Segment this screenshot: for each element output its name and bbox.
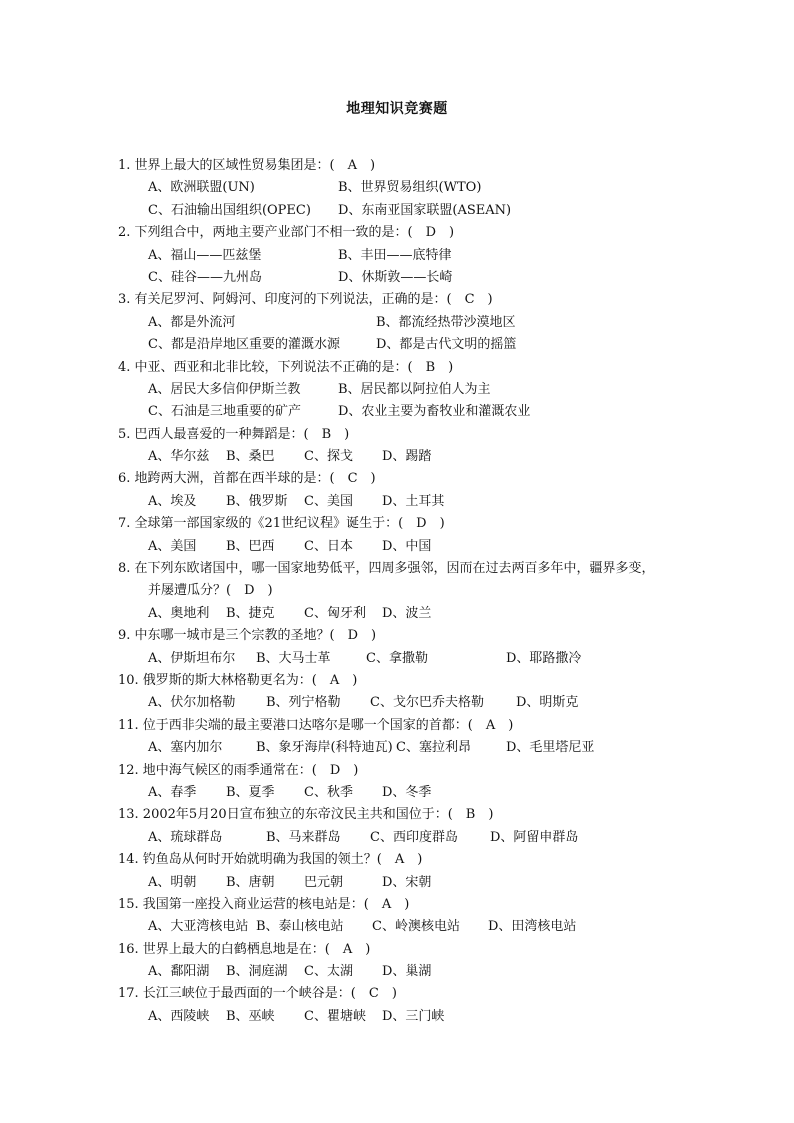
answer-option: A、塞内加尔 xyxy=(148,740,223,756)
option-row xyxy=(118,401,678,423)
answer-option: A、西陵峡 xyxy=(148,1008,210,1024)
option-row xyxy=(118,267,678,289)
answer-option: A、伏尔加格勒 xyxy=(148,695,236,711)
option-row xyxy=(118,692,678,714)
question-list xyxy=(118,155,678,1028)
answer-option: B、世界贸易组织(WTO) xyxy=(338,180,482,196)
answer-option: D、三门峡 xyxy=(382,1008,445,1024)
question-item xyxy=(118,894,678,939)
answer-option: A、华尔兹 xyxy=(148,449,210,465)
answer-option: D、冬季 xyxy=(382,784,432,800)
answer-option: D、耶路撒冷 xyxy=(506,650,582,666)
question-item xyxy=(118,357,678,424)
question-text: 16. 世界上最大的白鹤栖息地是在：( A ) xyxy=(118,941,371,957)
option-row xyxy=(118,200,678,222)
answer-option: D、毛里塔尼亚 xyxy=(506,740,595,756)
option-row xyxy=(118,916,678,938)
answer-option: B、唐朝 xyxy=(226,874,275,890)
option-row xyxy=(118,827,678,849)
option-row xyxy=(118,1006,678,1028)
answer-option: C、塞拉利昂 xyxy=(396,740,471,756)
answer-option: D、都是古代文明的摇篮 xyxy=(376,337,517,353)
answer-option: B、列宁格勒 xyxy=(266,695,341,711)
option-row xyxy=(118,648,678,670)
answer-option: C、硅谷——九州岛 xyxy=(148,269,262,285)
question-text: 12. 地中海气候区的雨季通常在：( D ) xyxy=(118,762,359,778)
option-row xyxy=(118,379,678,401)
answer-option: D、波兰 xyxy=(382,605,432,621)
answer-option: A、明朝 xyxy=(148,874,197,890)
answer-option: B、居民都以阿拉伯人为主 xyxy=(338,381,491,397)
answer-option: B、象牙海岸(科特迪瓦) xyxy=(256,740,393,756)
answer-option: C、美国 xyxy=(304,493,353,509)
answer-option: B、大马士革 xyxy=(256,650,331,666)
answer-option: D、踢踏 xyxy=(382,449,432,465)
question-text-continued: 并屡遭瓜分？( D ) xyxy=(148,583,273,599)
answer-option: D、阿留申群岛 xyxy=(490,829,579,845)
option-row xyxy=(118,491,678,513)
question-text: 2. 下列组合中，两地主要产业部门不相一致的是：( D ) xyxy=(118,225,455,241)
answer-option: C、瞿塘峡 xyxy=(304,1008,366,1024)
question-text: 17. 长江三峡位于最西面的一个峡谷是：( C ) xyxy=(118,986,397,1002)
option-row xyxy=(118,536,678,558)
option-row xyxy=(118,603,678,625)
answer-option: D、明斯克 xyxy=(516,695,579,711)
question-text: 13. 2002年5月20日宣布独立的东帝汶民主共和国位于：( B ) xyxy=(118,807,494,823)
answer-option: A、琉球群岛 xyxy=(148,829,223,845)
question-text: 9. 中东哪一城市是三个宗教的圣地？( D ) xyxy=(118,628,377,644)
question-item xyxy=(118,715,678,760)
option-row xyxy=(118,872,678,894)
question-item xyxy=(118,424,678,469)
option-row xyxy=(118,446,678,468)
answer-option: A、奥地利 xyxy=(148,605,210,621)
option-row xyxy=(118,782,678,804)
answer-option: C、日本 xyxy=(304,538,353,554)
answer-option: C、探戈 xyxy=(304,449,353,465)
question-item xyxy=(118,670,678,715)
question-text: 7. 全球第一部国家级的《21世纪议程》诞生于：( D ) xyxy=(118,516,445,532)
question-text: 11. 位于西非尖端的最主要港口达喀尔是哪一个国家的首都：( A ) xyxy=(118,717,514,733)
question-item xyxy=(118,558,678,625)
question-item xyxy=(118,760,678,805)
answer-option: B、捷克 xyxy=(226,605,275,621)
answer-option: C、秋季 xyxy=(304,784,353,800)
answer-option: B、丰田——底特律 xyxy=(338,247,452,263)
question-item xyxy=(118,513,678,558)
answer-option: A、欧洲联盟(UN) xyxy=(148,180,255,196)
option-row xyxy=(118,245,678,267)
answer-option: B、洞庭湖 xyxy=(226,964,288,980)
answer-option: D、宋朝 xyxy=(382,874,432,890)
answer-option: C、石油输出国组织(OPEC) xyxy=(148,202,311,218)
option-row xyxy=(118,312,678,334)
answer-option: C、石油是三地重要的矿产 xyxy=(148,404,301,420)
answer-option: C、太湖 xyxy=(304,964,353,980)
answer-option: B、泰山核电站 xyxy=(256,919,344,935)
answer-option: B、夏季 xyxy=(226,784,275,800)
answer-option: A、居民大多信仰伊斯兰教 xyxy=(148,381,301,397)
question-text: 15. 我国第一座投入商业运营的核电站是：( A ) xyxy=(118,896,410,912)
answer-option: C、都是沿岸地区重要的灌溉水源 xyxy=(148,337,340,353)
answer-option: B、马来群岛 xyxy=(266,829,341,845)
answer-option: B、巴西 xyxy=(226,538,275,554)
question-item xyxy=(118,289,678,356)
answer-option: D、农业主要为畜牧业和灌溉农业 xyxy=(338,404,531,420)
question-text: 6. 地跨两大洲，首都在西半球的是：( C ) xyxy=(118,471,376,487)
question-text: 8. 在下列东欧诸国中，哪一国家地势低平，四周多强邻，因而在过去两百多年中，疆界多变， xyxy=(118,561,655,577)
question-text: 3. 有关尼罗河、阿姆河、印度河的下列说法，正确的是：( C ) xyxy=(118,292,493,308)
question-text: 14. 钓鱼岛从何时开始就明确为我国的领土？( A ) xyxy=(118,852,423,868)
answer-option: D、田湾核电站 xyxy=(488,919,577,935)
answer-option: 巴元朝 xyxy=(304,874,344,890)
question-item xyxy=(118,939,678,984)
answer-option: B、俄罗斯 xyxy=(226,493,288,509)
option-row xyxy=(118,334,678,356)
question-item xyxy=(118,222,678,289)
answer-option: C、戈尔巴乔夫格勒 xyxy=(370,695,484,711)
answer-option: A、大亚湾核电站 xyxy=(148,919,249,935)
answer-option: A、福山——匹兹堡 xyxy=(148,247,262,263)
answer-option: C、岭澳核电站 xyxy=(372,919,460,935)
answer-option: A、都是外流河 xyxy=(148,314,236,330)
option-row xyxy=(118,961,678,983)
option-row xyxy=(118,177,678,199)
answer-option: C、拿撒勒 xyxy=(366,650,428,666)
answer-option: C、匈牙利 xyxy=(304,605,366,621)
answer-option: A、美国 xyxy=(148,538,197,554)
answer-option: D、东南亚国家联盟(ASEAN) xyxy=(338,202,512,218)
question-item xyxy=(118,155,678,222)
answer-option: A、伊斯坦布尔 xyxy=(148,650,236,666)
answer-option: A、鄱阳湖 xyxy=(148,964,210,980)
question-text: 4. 中亚、西亚和北非比较，下列说法不正确的是：( B ) xyxy=(118,359,454,375)
question-item xyxy=(118,804,678,849)
answer-option: B、桑巴 xyxy=(226,449,275,465)
document-title: 地理知识竞赛题 xyxy=(346,101,448,117)
answer-option: B、巫峡 xyxy=(226,1008,275,1024)
answer-option: C、西印度群岛 xyxy=(370,829,458,845)
answer-option: B、都流经热带沙漠地区 xyxy=(376,314,516,330)
question-text: 1. 世界上最大的区域性贸易集团是：( A ) xyxy=(118,158,376,173)
answer-option: D、土耳其 xyxy=(382,493,445,509)
option-row xyxy=(118,737,678,759)
question-item xyxy=(118,849,678,894)
answer-option: A、春季 xyxy=(148,784,197,800)
answer-option: D、巢湖 xyxy=(382,964,432,980)
question-text: 10. 俄罗斯的斯大林格勒更名为：( A ) xyxy=(118,672,358,688)
question-item xyxy=(118,468,678,513)
question-item xyxy=(118,983,678,1028)
answer-option: A、埃及 xyxy=(148,493,197,509)
question-item xyxy=(118,625,678,670)
question-text: 5. 巴西人最喜爱的一种舞蹈是：( B ) xyxy=(118,426,350,442)
answer-option: D、休斯敦——长崎 xyxy=(338,269,453,285)
answer-option: D、中国 xyxy=(382,538,432,554)
